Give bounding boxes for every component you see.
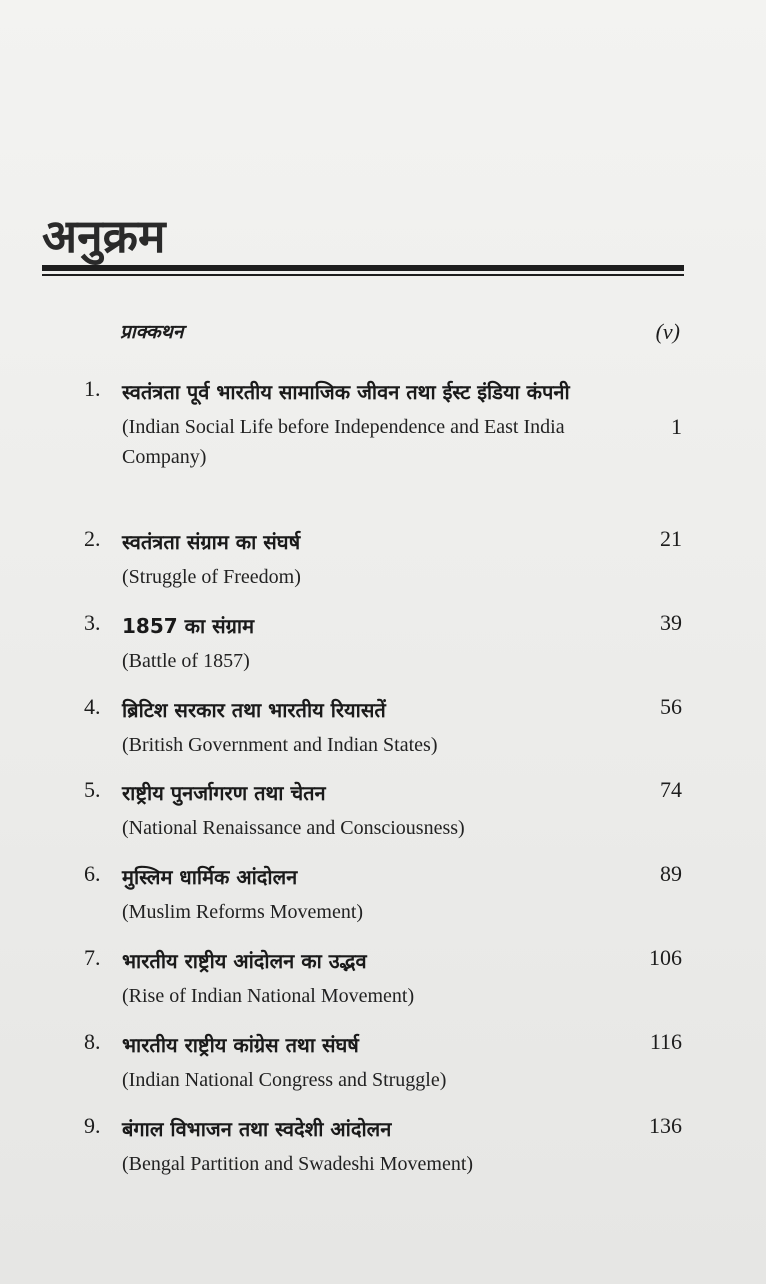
chapter-title-english: (Muslim Reforms Movement) <box>122 901 364 923</box>
chapter-title-english: (Battle of 1857) <box>122 650 250 672</box>
chapter-title-hindi: मुस्लिम धार्मिक आंदोलन <box>122 865 298 889</box>
chapter-title-hindi: भारतीय राष्ट्रीय कांग्रेस तथा संघर्ष <box>122 1033 359 1057</box>
chapter-title-hindi: स्वतंत्रता संग्राम का संघर्ष <box>122 530 301 554</box>
page-title: अनुक्रम <box>42 209 166 263</box>
chapter-title-english: (Bengal Partition and Swadeshi Movement) <box>122 1153 474 1175</box>
toc-entry-1 <box>84 372 684 512</box>
foreword-label: प्राक्कथन <box>120 321 184 343</box>
chapter-title-hindi: स्वतंत्रता पूर्व भारतीय सामाजिक जीवन तथा ईस्ट इंडिया कंपनी <box>122 380 570 404</box>
chapter-title-hindi: बंगाल विभाजन तथा स्वदेशी आंदोलन <box>122 1117 392 1141</box>
chapter-title-hindi: राष्ट्रीय पुनर्जागरण तथा चेतन <box>122 781 326 805</box>
chapter-title-english: (Indian National Congress and Struggle) <box>122 1069 447 1091</box>
toc-entry-6 <box>84 857 684 929</box>
chapter-number: 7. <box>84 945 101 970</box>
chapter-number: 6. <box>84 861 101 886</box>
chapter-title-english: (Indian Social Life before Independence and East India Company) <box>122 416 565 468</box>
toc-entry-3 <box>84 606 684 678</box>
chapter-number: 8. <box>84 1029 101 1054</box>
chapter-number: 1. <box>84 376 101 401</box>
chapter-title-hindi: भारतीय राष्ट्रीय आंदोलन का उद्भव <box>122 949 367 973</box>
chapter-title-english: (British Government and Indian States) <box>122 734 438 756</box>
toc-entry-2 <box>84 522 684 594</box>
toc-entry-8 <box>84 1025 684 1097</box>
toc-entry-9 <box>84 1109 684 1181</box>
title-rule-thick <box>42 265 684 271</box>
chapter-title-english: (National Renaissance and Consciousness) <box>122 817 465 839</box>
toc-entry-5 <box>84 773 684 845</box>
chapter-page-number: 1 <box>671 414 682 439</box>
chapter-number: 2. <box>84 526 101 551</box>
title-rule-thin <box>42 274 684 276</box>
chapter-page-number: 74 <box>660 777 682 802</box>
chapter-title-hindi: ब्रिटिश सरकार तथा भारतीय रियासतें <box>122 698 386 722</box>
chapter-page-number: 21 <box>660 526 682 551</box>
toc-entry-7 <box>84 941 684 1013</box>
chapter-title-hindi: 1857 का संग्राम <box>122 614 255 638</box>
foreword-page-number: (v) <box>655 319 680 344</box>
chapter-page-number: 56 <box>660 694 682 719</box>
foreword-entry <box>120 318 684 352</box>
chapter-title-english: (Rise of Indian National Movement) <box>122 985 415 1007</box>
chapter-page-number: 136 <box>649 1113 682 1138</box>
chapter-number: 9. <box>84 1113 101 1138</box>
chapter-number: 3. <box>84 610 101 635</box>
chapter-number: 4. <box>84 694 101 719</box>
chapter-page-number: 39 <box>660 610 682 635</box>
chapter-page-number: 106 <box>649 945 682 970</box>
toc-entry-4 <box>84 690 684 762</box>
chapter-page-number: 116 <box>649 1029 682 1054</box>
chapter-number: 5. <box>84 777 101 802</box>
chapter-page-number: 89 <box>660 861 682 886</box>
chapter-title-english: (Struggle of Freedom) <box>122 566 301 588</box>
